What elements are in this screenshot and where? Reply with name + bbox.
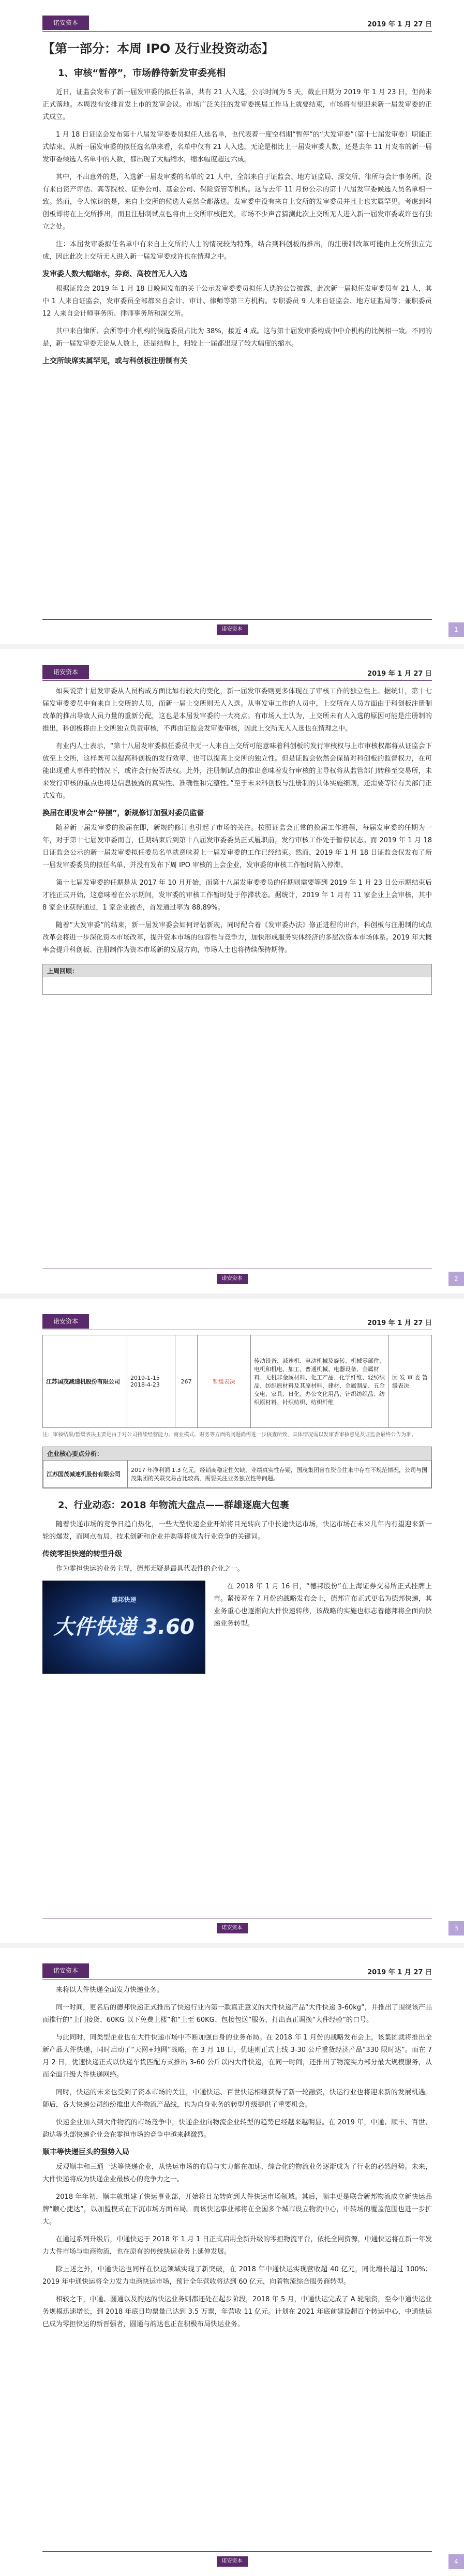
paragraph: 1 月 18 日证监会发布第十八届发审委委员拟任人选名单，也代表着一度空档期“暂停”的“大发审委”（第十七届发审委）职能正式结束。从新一届发审委的拟任选名单来看，名单中仅有 21 人入选，无论是相比上一届发审委人数，还是去年 11 月发布的新一届发审委候选人名单中的人数，都出现了大幅缩水，缩水幅度超过六成。 (42, 131, 432, 163)
analysis-box-label: 企业核心要点分析： (43, 1447, 431, 1460)
subheading: 传统零担快递的转型升级 (42, 1550, 122, 1558)
paragraph: 注：本届发审委拟任名单中有来自上交所的人士的情况较为特殊，结合到科创板的推出，的注册制改革可能由上交所独立完成，因此此次上交所无人进入新一届发审委或许也在情理之中。 (42, 241, 432, 261)
paragraph: 作为零担快运的业务主导，德邦无疑是最具代表性的企业之一。 (56, 1565, 245, 1573)
header-date: 2019 年 1 月 27 日 (367, 1319, 432, 1327)
header-rule (42, 31, 432, 32)
header-date: 2019 年 1 月 27 日 (367, 21, 432, 28)
paragraph: 其中来自律所、会所等中介机构的候选委员占比为 38%，接近 4 成。这与第十届发审委构成中中介机构的比例相一致。不同的是，新一届发审委无论从人数上，还是结构上，相较上一届都出现了较大幅度的缩水。 (42, 327, 432, 348)
table-cell-reason: 因 发 审 委 暂缓表决 (389, 1335, 432, 1428)
paragraph: 在通过系列升级后，中通快运于 2018 年 1 月 1 日正式启用全新升级的零担物流平台，依托全网资源，中通快运将在新一年发力大件市场与电商物流，也在原有的传统快运业务上延伸发展。 (42, 2236, 432, 2256)
subheading: 顺丰等快递巨头的强势入局 (42, 2148, 129, 2156)
header-rule (42, 680, 432, 681)
page-footer (0, 615, 464, 644)
paragraph: 2018 年年初，顺丰就组建了快运事业部，开始将目光转向到大件快运市场领域。其后，顺丰更是联合新邦物流成立新快运品牌“顺心捷达”，以加盟模式在下沉市场方面布局。而该快运事业部将在全国多个城市设立物流中心，中转场的覆盖范围也进一步扩大。 (42, 2193, 432, 2226)
page-number: 4 (448, 2554, 464, 2569)
paragraph: 同一时间，更名后的德邦快递正式推出了快递行业内第一款真正意义的大件快递产品“大件快递 3-60kg”，并推出了围绕该产品而推行的“上门接货、60KG 以下免费上楼”和“上至 60KG、包接包送”服务，打出真正调换“大件经验”的口号。 (42, 2004, 432, 2024)
footer-logo: 诺安资本 (217, 1923, 248, 1933)
analysis-box (42, 1447, 432, 1488)
page-number: 1 (448, 622, 464, 637)
paragraph: 同时，快运的未来也受到了资本市场的关注，中通快运、百世快运相继获得了新一轮融资，快运行业也将迎来新的发展机遇。随后，各大快递公司纷纷推出大件物流产品线，也为自身业务的转型升级提供了重要机会。 (42, 2089, 432, 2109)
photo-row (42, 1581, 432, 1674)
paragraph: 随着“大发审委”的结束，新一届发审委会如何评估新规，同时配合着《发审委办法》修正进程的出台，科创板与注册制的试点改革会将进一步深化资本市场改革，提升资本市场的包容性与竞争力，加快形成服务实体经济的多层次资本市场体系。2019 年大概率会提升科创板、注册制作为资本市场新的发展方向，市场人士也将持续保持期待。 (42, 921, 432, 954)
subheading: 换届在即发审会“停摆”，新规修订加强对委员监督 (42, 809, 204, 817)
paragraph: 随着快递市场的竞争日趋白热化，一些大型快递企业开始将目光转向了中长途快运市场，快运市场在未来几年内有望迎来新一轮的爆发，而网点布局、技术创新和企业并购等将成为行业竞争的关键词。 (42, 1521, 432, 1541)
table-cell-summary: 2017 年净利润 1.3 亿元，经销商稳定性欠缺，业绩真实性存疑，国茂集团曾在资金往来中存在不规范情况，公司与国茂集团的关联交易占比较高，需要关注业务独立性等问题。 (128, 1461, 431, 1488)
page-1 (0, 0, 464, 644)
footer-logo: 诺安资本 (217, 624, 248, 635)
paragraph: 快递企业加入到大件物流的市场竞争中，快递企业向物流企业转型的趋势已经越来越明显。在 2019 年，中通、顺丰、百世、韵达等头部快递企业会在零担市场的竞争中越来越激烈。 (42, 2119, 432, 2139)
paragraph: 与此同时，同类型企业也在大件快递市场中不断加强自身的业务布局。在 2018 年 1 月份的战略发布会上，该集团就将推出全新产品大件快递，同时启动了“天网+地网”战略，在 3 月 18 日，优速则正式上线 3-30 公斤重货经济产品“330 限时达”。而在 7 月 2 日，优速快递正式以快递车货匹配方式推出 3-60 公斤以内大件快递，在同一时间，还推出了物流实力部分最大规模服务，从而全面升级大件快递网络。 (42, 2034, 432, 2079)
company-logo: 诺安资本 (42, 1963, 89, 1978)
paragraph: 来将以大件快递全面发力快递业务。 (56, 1986, 164, 1994)
page-2-content (42, 686, 432, 1002)
paragraph: 根据证监会 2019 年 1 月 18 日晚间发布的关于公示发审委委员拟任人选的公告披露，此次新一届拟任发审委员有 21 人，其中 1 人来自证监会，发审委员全部都来自会计、审计、律师等第三方机构。专职委员 9 人来自证监会、地方证监局等；兼职委员 12 人来自会计师事务所、律师事务所和深交所。 (42, 285, 432, 318)
table-cell-number: 267 (175, 1335, 198, 1428)
page-4 (0, 1948, 464, 2576)
header-date: 2019 年 1 月 27 日 (367, 1969, 432, 1976)
paragraph: 反观顺丰和三通一达等快递企业，从快运市场的布局与实力都在加速，综合化的物流业务逐渐成为了行业的必然趋势。未来，大件快递将成为快递企业最核心的竞争力之一。 (42, 2163, 432, 2183)
table-note: 注：审核结果/暂缓表决主要是由于对公司持续经营能力、商业模式、财务等方面的问题尚需进一步核查所致，具体情况需以发审委审核意见及证监会最终公告为准。 (42, 1432, 417, 1438)
ipo-table (42, 1335, 432, 1428)
analysis-table (43, 1460, 431, 1488)
paragraph: 第十七届发审委的任期是从 2017 年 10 月开始，而第十八届发审委委员的任期则需要等到 2019 年 1 月 23 日公示期结束后才能正式开始，这意味着在公示期间，发审委的审核工作暂时处于停滞状态。据统计，2019 年 1 月有 11 家企业上会审核，其中 8 家企业获得通过，1 家企业被否，首发通过率为 88.89%。 (42, 879, 432, 912)
paragraph: 近日，证监会发布了新一届发审委的拟任名单，共有 21 人入选，公示时间为 5 天，截止日期为 2019 年 1 月 23 日，但尚未正式落地。本周没有安排首发上市的发审会议。市场广泛关注的发审委换届工作马上就要结束，市场将有望迎来新一届发审委的正式成立。 (42, 88, 432, 121)
review-box (42, 964, 432, 995)
footer-logo: 诺安资本 (217, 2556, 248, 2567)
footer-rule (42, 2551, 432, 2552)
subheading: 上交所缺席实属罕见，或与科创板注册制有关 (42, 357, 187, 365)
footer-rule (42, 619, 432, 620)
company-logo: 诺安资本 (42, 1314, 89, 1329)
page-3-content (42, 1335, 432, 1674)
paragraph: 相较之下，中通、圆通以及韵达的快运业务则都还处在起步阶段，2018 年 5 月，中通快运完成了 A 轮融资，至今中通快运业务规模迅速增长，到 2018 年底日均票量已达到 3.5 万票，年营收 11 亿元。计划在 2021 年底前建设超百个转运中心，中通快运已成为零担快运的新晋强者，圆通与韵达也正在积极布局快运业务。 (42, 2296, 432, 2328)
page-header (0, 1948, 464, 1979)
paragraph: 如果说第十届发审委从人员构成方面比如有较大的变化，新一届发审委则更多体现在了审核工作的独立性上。据统计，第十七届发审委委员中有来自上交所的人员，而新一届上交所则无人入选。从事发审工作的人员中，上交所在人员方面由于科创板注册制改革的推出导致人员力量的重新分配，这也是本届发审委的一大亮点。有市场人士认为，上交所未有人入选的原因可能是注册制的推出，科创板将由上交所独立负责审核，不再由证监会发审委审核，因此上交所无人入选也在情理之中。 (42, 688, 432, 733)
section-heading: 1、审核“暂停”，市场静待新发审委亮相 (58, 68, 226, 79)
photo-caption-big: 大件快递 3.60 (53, 1615, 194, 1639)
table-cell-company: 江苏国茂减速机股份有限公司 (43, 1335, 127, 1428)
event-photo (42, 1581, 205, 1674)
subheading: 发审委人数大幅缩水，券商、高校首无人入选 (42, 270, 187, 278)
review-box-label: 上周回顾： (43, 964, 431, 977)
header-date: 2019 年 1 月 27 日 (367, 670, 432, 678)
page-footer (0, 1914, 464, 1943)
page-number: 3 (448, 1921, 464, 1935)
photo-caption-small: 德邦快递 (111, 1596, 137, 1603)
table-row (43, 1335, 432, 1428)
page-2 (0, 649, 464, 1293)
table-cell-company: 江苏国茂减速机股份有限公司 (43, 1461, 128, 1488)
page-3 (0, 1299, 464, 1943)
paragraph: 其中，不出意外的是，入选新一届发审委的名单的 21 人中，全部来自于证监会、地方证监局、深交所、律所与会计事务所。没有来自资产评估、高等院校、证券公司、基金公司、保险资管等机构。这与去年 11 月份公示的第十八届发审委候选人员名单相一致。然而，令人惊讶的是，来自上交所的候选人竟然全都落选。发审委中没有来自上交所的发审委员并且上也实属罕见。考虑到科创板即将在上交所推出，而且注册制试点也将由上交所审核把关，市场不少声音猜测此次上交所无人进入新一届发审委或许也有独立之处。 (42, 173, 432, 231)
table-cell-industry: 传动设备、减速机、电动机械及旋转、机械零部件、电机和机电、加工、普通机械、电器设备、金属材料、无机非金属材料、化工产品、化学纤维、轻纺织品、纺织原材料及其原材料、建材、金属制品、五金交电、家具、日化、办公文化用品、针织纺织品、纺织原材料、针织纺织、纺织纤维 (251, 1335, 389, 1428)
table-cell-status: 暂缓表决 (198, 1335, 251, 1428)
table-cell-dates: 2019-1-15 2018-4-23 (127, 1335, 175, 1428)
footer-logo: 诺安资本 (217, 1274, 248, 1284)
page-1-content (42, 36, 432, 370)
paragraph: 除上述之外，中通快运也同样在快运领域实现了新突破，在 2018 年中通快运实现营收超 40 亿元，同比增长超过 100%；2019 年中通快运将全力发力电商快运市场，预计全年营收将达到 60 亿元，向着物流综合服务商转型。 (42, 2266, 432, 2286)
company-logo: 诺安资本 (42, 665, 89, 679)
page-number: 2 (448, 1272, 464, 1286)
page-header (0, 0, 464, 31)
page-footer (0, 2547, 464, 2576)
company-logo: 诺安资本 (42, 16, 89, 30)
part-title: 【第一部分：本周 IPO 及行业投资动态】 (42, 41, 274, 56)
paragraph: 随着新一届发审委的换届在即，新规的修订也引起了市场的关注。按照证监会正常的换届工作进程，每届发审委的任期为一年，对于第十七届发审委而言，任期结束后到第十八届发审委委员正式履职前，发行审核工作处于暂停状态。而 2019 年 1 月 18 日证监会公示的新一届发审委拟任委员名单就意味着上一届发审委的工作已经结束。然而，2019 年 1 月 18 日证监会仅发布了新一届发审委委员的拟任名单，并没有发布下周 IPO 审核的上会企业，发审委的审核工作暂时陷入停滞。 (42, 824, 432, 869)
page-header (0, 1299, 464, 1330)
table-row (43, 1461, 431, 1488)
page-header (0, 649, 464, 680)
section-heading: 2、行业动态：2018 年物流大盘点——群雄逐鹿大包裹 (58, 1500, 289, 1511)
page-4-content (42, 1984, 432, 2336)
page-footer (0, 1264, 464, 1293)
paragraph: 有业内人士表示，“第十八届发审委拟任委员中无一人来自上交所可能意味着科创板的发行审核权与上市审核权都将从证监会下放至上交所，这样既可以提高科创板的发行效率，也可以提高上交所的独立性。但是证监会依然会保留对科创板的监督权力，在可能出现重大事件的情况下，或许会行使否决权。此外，注册制试点的推出意味着发行审核的主导权将从监管部门转移至交易所，未来发行审核的重点也将是信息披露的真实性、准确性和完整性。”至于未来科创板与注册制的具体实施细则，还需要等待有关部门正式发布。 (42, 742, 432, 800)
paragraph: 在 2018 年 1 月 16 日，“德邦股份”在上海证券交易所正式挂牌上市。紧接着在 7 月份的战略发布会上，德邦宣布正式更名为德邦快递，其业务重心也逐渐向大件快递转移，该战略的实施也标志着德邦将全面向快递业务转型。 (214, 1583, 432, 1628)
